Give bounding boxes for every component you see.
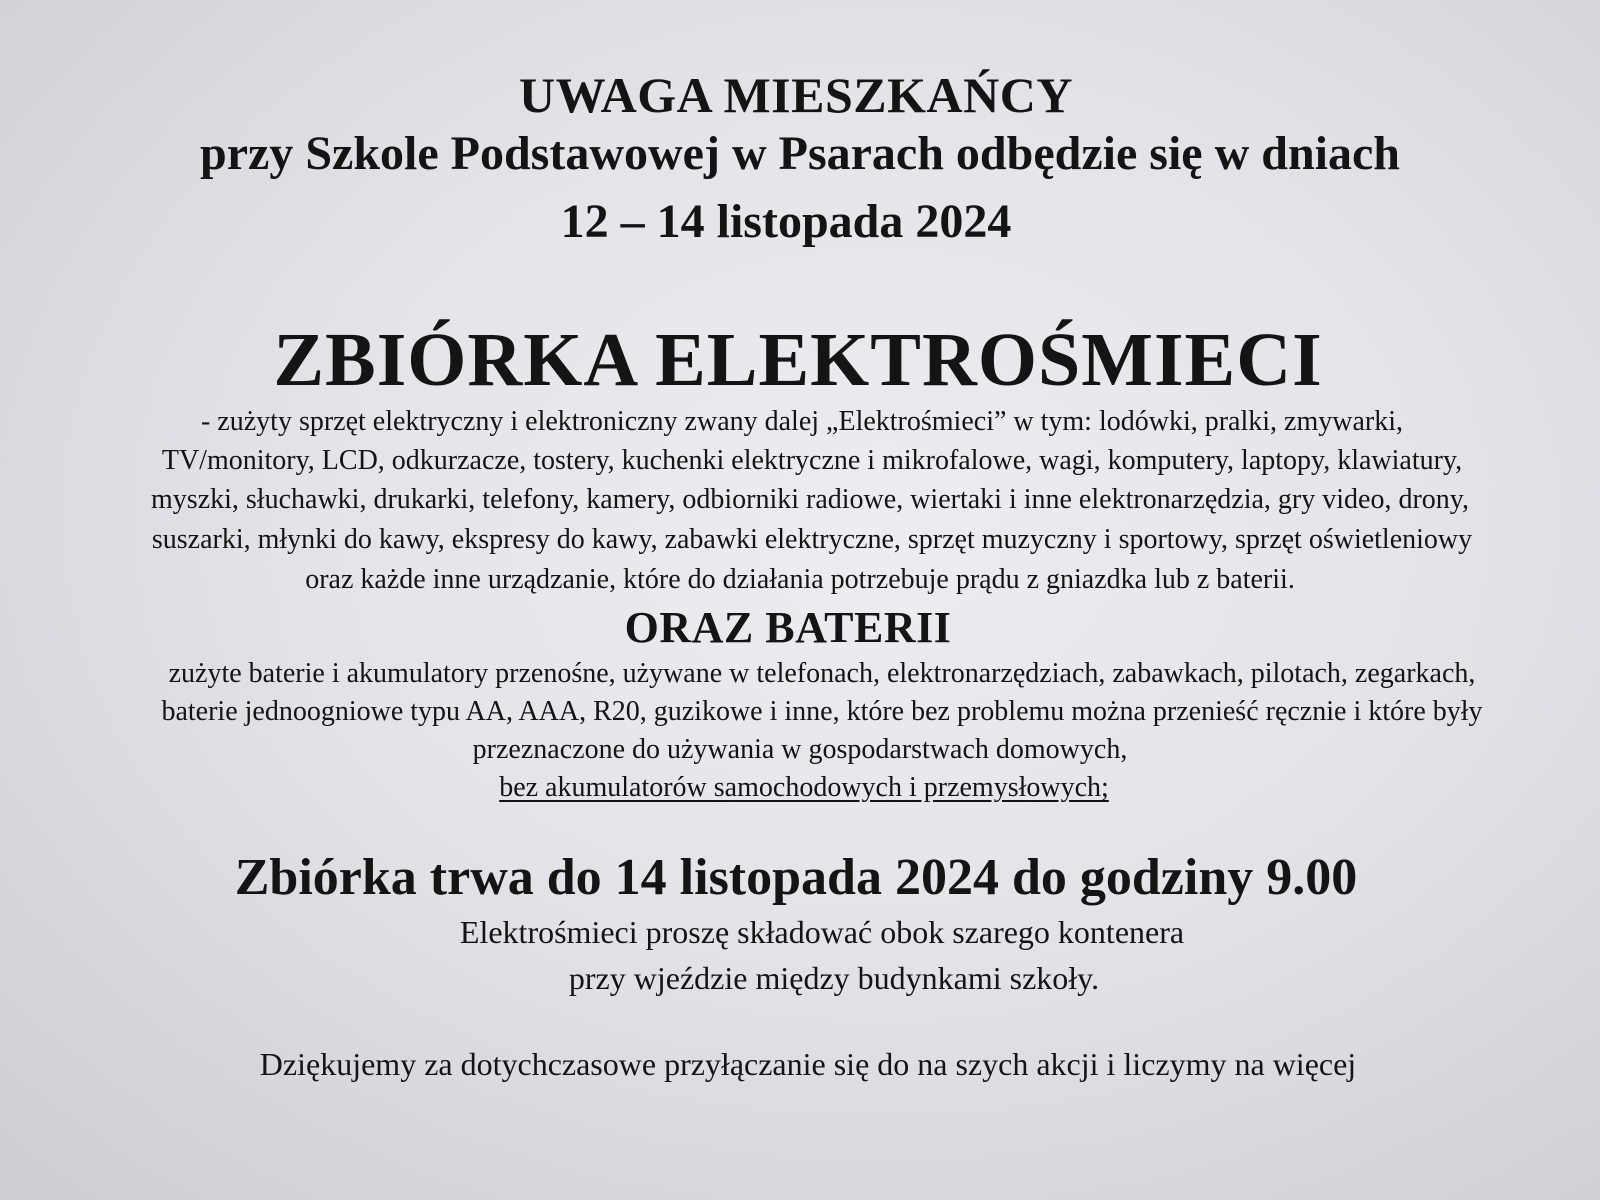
batteries-line-2: baterie jednoogniowe typu AA, AAA, R20, guzikowe i inne, które bez problemu można przenieść ręcznie i które były	[161, 696, 1483, 727]
notice-heading: UWAGA MIESZKAŃCY	[519, 67, 1073, 123]
location-line: przy Szkole Podstawowej w Psarach odbędzie się w dniach	[200, 127, 1400, 180]
instruction-line-1: Elektrośmieci proszę składować obok szarego kontenera	[459, 914, 1185, 950]
description-line-3: myszki, słuchawki, drukarki, telefony, kamery, odbiorniki radiowe, wiertaki i inne elektronarzędzia, gry video, drony,	[151, 484, 1469, 515]
thanks-line: Dziękujemy za dotychczasowe przyłączanie się do na szych akcji i liczymy na więcej	[259, 1046, 1357, 1082]
batteries-line-3: przeznaczone do używania w gospodarstwach domowych,	[472, 734, 1128, 765]
date-range: 12 – 14 listopada 2024	[560, 195, 1012, 248]
description-line-5: oraz każde inne urządzanie, które do działania potrzebuje prądu z gniazdka lub z baterii.	[305, 564, 1295, 595]
deadline-heading: Zbiórka trwa do 14 listopada 2024 do godziny 9.00	[234, 849, 1358, 906]
batteries-exclusion	[4, 774, 1600, 802]
description-line-1: - zużyty sprzęt elektryczny i elektroniczny zwany dalej „Elektrośmieci” w tym: lodówki, pralki, zmywarki,	[200, 406, 1404, 437]
batteries-exclusion-text: bez akumulatorów samochodowych i przemysłowych;	[499, 772, 1109, 803]
collection-title: ZBIÓRKA ELEKTROŚMIECI	[273, 318, 1323, 402]
instruction-line-2: przy wjeździe między budynkami szkoły.	[568, 960, 1100, 996]
description-line-4: suszarki, młynki do kawy, ekspresy do kawy, zabawki elektryczne, sprzęt muzyczny i sportowy, sprzęt oświetleniowy	[151, 524, 1473, 555]
batteries-line-1: zużyte baterie i akumulatory przenośne, używane w telefonach, elektronarzędziach, zabawkach, pilotach, zegarkach,	[168, 658, 1476, 689]
batteries-heading: ORAZ BATERII	[624, 603, 952, 652]
description-line-2: TV/monitory, LCD, odkurzacze, tostery, kuchenki elektryczne i mikrofalowe, wagi, komputery, laptopy, klawiatury,	[161, 445, 1463, 476]
